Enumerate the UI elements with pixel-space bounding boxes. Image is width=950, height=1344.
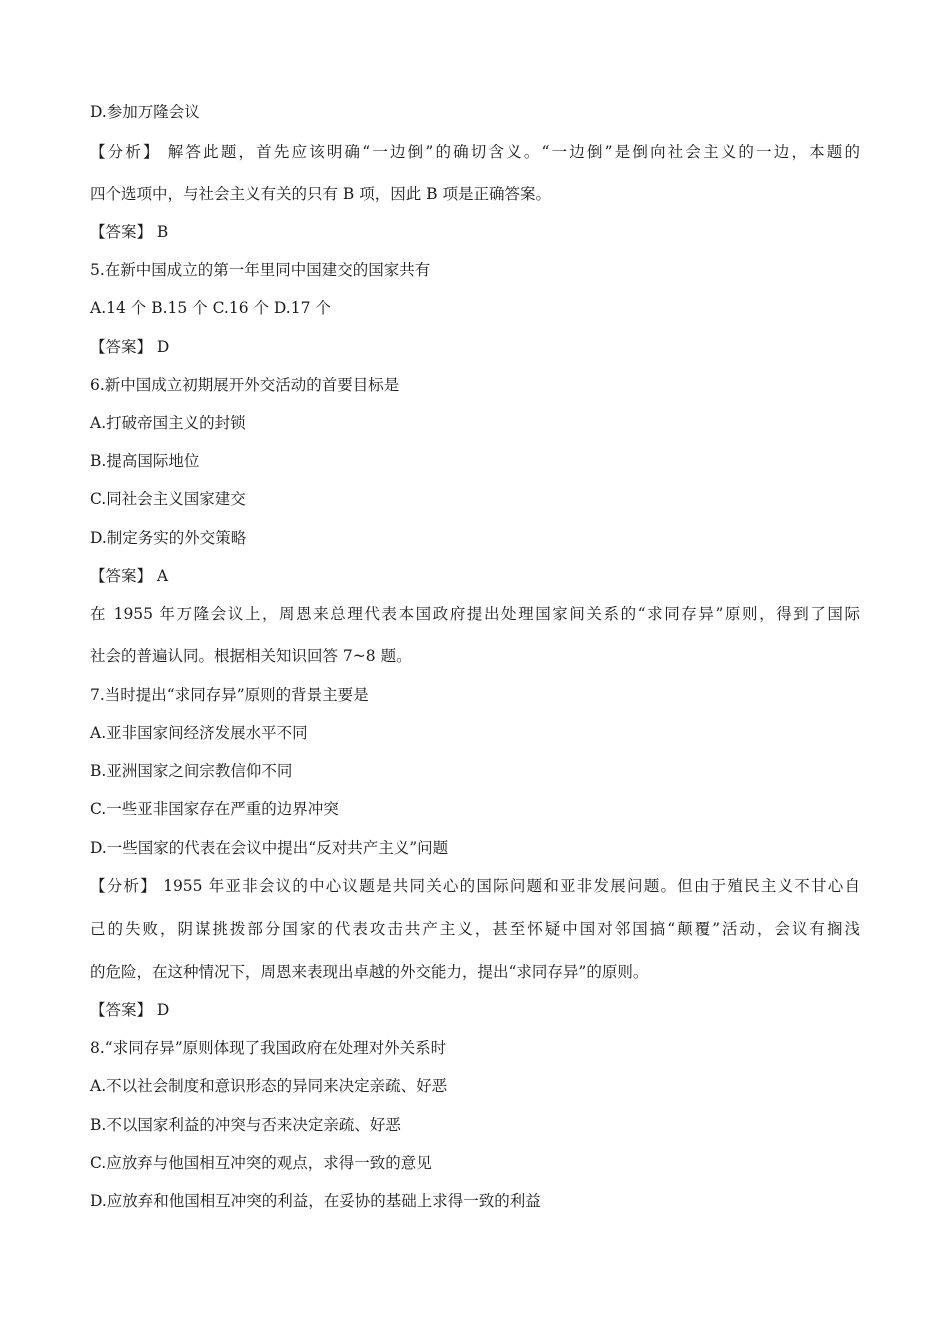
material-line2: 社会的普遍认同。根据相关知识回答 7~8 题。 (90, 647, 412, 665)
option-c-q8: C.应放弃与他国相互冲突的观点，求得一致的意见 (90, 1154, 432, 1172)
option-b-q7: B.亚洲国家之间宗教信仰不同 (90, 762, 293, 780)
question-5: 5.在新中国成立的第一年里同中国建交的国家共有 (90, 261, 431, 279)
option-b-q8: B.不以国家利益的冲突与否来决定亲疏、好恶 (90, 1116, 401, 1134)
answer-q7: 【答案】 D (90, 1001, 170, 1019)
analysis-q7-line3: 的危险，在这种情况下，周恩来表现出卓越的外交能力，提出“求同存异”的原则。 (90, 963, 649, 981)
analysis-q4-line2: 四个选项中，与社会主义有关的只有 B 项，因此 B 项是正确答案。 (90, 185, 551, 203)
option-d-q4: D.参加万隆会议 (90, 103, 200, 121)
answer-q6: 【答案】 A (90, 567, 169, 585)
option-a-q6: A.打破帝国主义的封锁 (90, 414, 246, 432)
option-d-q6: D.制定务实的外交策略 (90, 529, 247, 547)
option-d-q7: D.一些国家的代表在会议中提出“反对共产主义”问题 (90, 839, 449, 857)
question-6: 6.新中国成立初期展开外交活动的首要目标是 (90, 376, 400, 394)
analysis-q7-line1: 【分析】 1955 年亚非会议的中心议题是共同关心的国际问题和亚非发展问题。但由于殖民主义不甘心自 (90, 877, 860, 895)
option-d-q8: D.应放弃和他国相互冲突的利益，在妥协的基础上求得一致的利益 (90, 1192, 541, 1210)
answer-q5: 【答案】 D (90, 338, 170, 356)
question-8: 8.“求同存异”原则体现了我国政府在处理对外关系时 (90, 1039, 447, 1057)
question-7: 7.当时提出“求同存异”原则的背景主要是 (90, 686, 369, 704)
option-a-q8: A.不以社会制度和意识形态的异同来决定亲疏、好恶 (90, 1077, 448, 1095)
option-c-q7: C.一些亚非国家存在严重的边界冲突 (90, 800, 339, 818)
analysis-q4-line1: 【分析】 解答此题，首先应该明确“一边倒”的确切含义。“一边倒”是倒向社会主义的一边，本题的 (90, 143, 860, 161)
option-a-q7: A.亚非国家间经济发展水平不同 (90, 724, 308, 742)
option-b-q6: B.提高国际地位 (90, 452, 200, 470)
analysis-q7-line2: 己的失败，阴谋挑拨部分国家的代表攻击共产主义，甚至怀疑中国对邻国搞“颠覆”活动，会议有搁浅 (90, 920, 860, 938)
answer-q4: 【答案】 B (90, 223, 169, 241)
options-q5: A.14 个 B.15 个 C.16 个 D.17 个 (90, 299, 331, 317)
option-c-q6: C.同社会主义国家建交 (90, 490, 246, 508)
material-line1: 在 1955 年万隆会议上，周恩来总理代表本国政府提出处理国家间关系的“求同存异”原则，得到了国际 (90, 605, 860, 623)
